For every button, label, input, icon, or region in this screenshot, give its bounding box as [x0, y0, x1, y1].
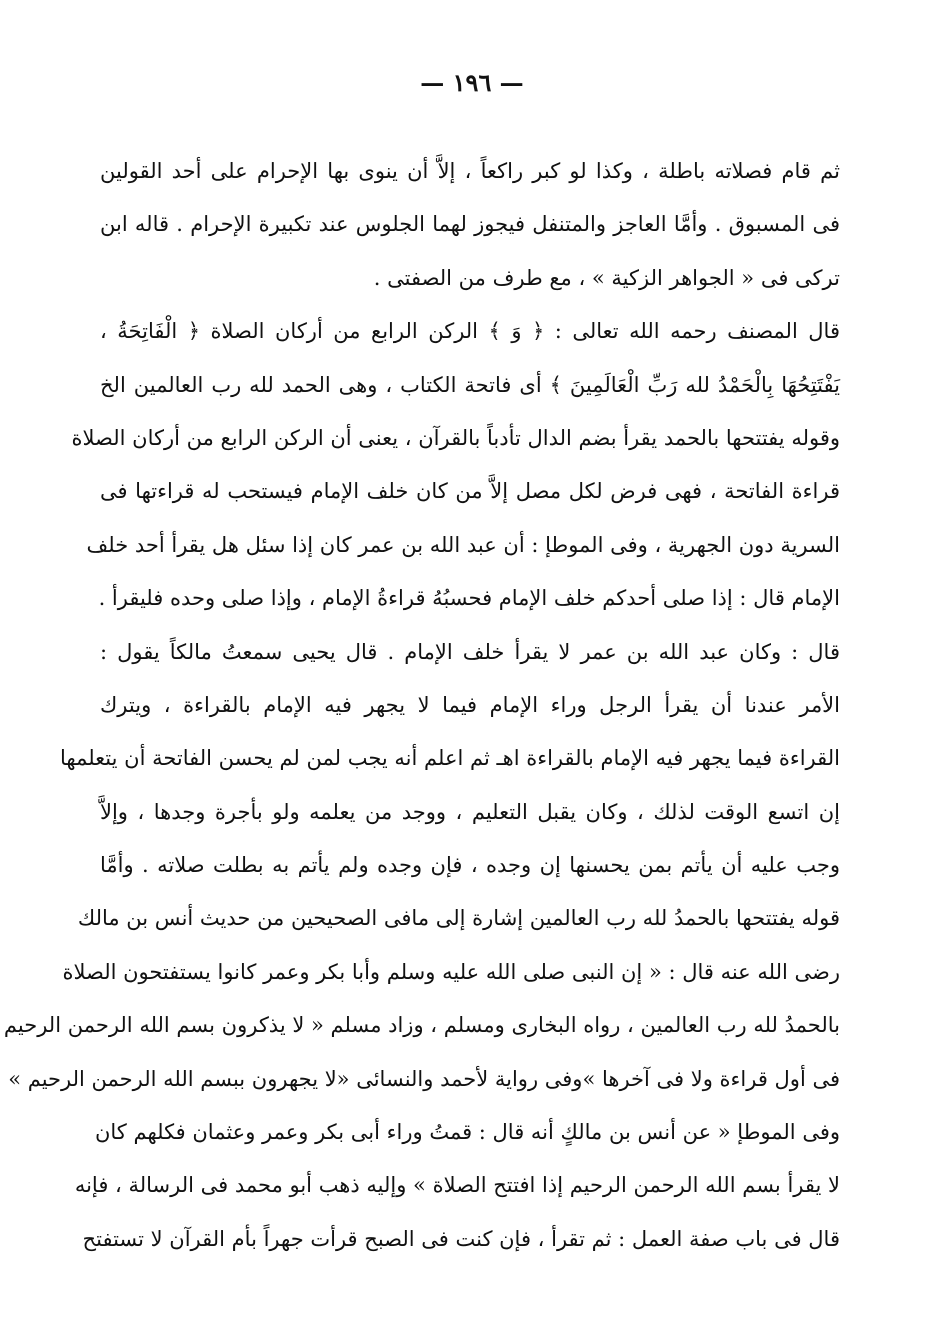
text-line: يَفْتَتِحُهَا بِالْحَمْدُ لله رَبِّ الْعَالَمِينَ ﴾ أى فاتحة الكتاب ، وهى الحمد لله رب العالمين الخ — [100, 372, 840, 397]
text-line: لا يقرأ بسم الله الرحمن الرحيم إذا افتتح الصلاة » وإليه ذهب أبو محمد فى الرسالة ، فإنه — [74, 1173, 840, 1198]
text-line: الأمر عندنا أن يقرأ الرجل وراء الإمام فيما لا يجهر فيه الإمام بالقراءة ، ويترك — [100, 692, 840, 717]
text-line: السرية دون الجهرية ، وفى الموطإ : أن عبد الله بن عمر كان إذا سئل هل يقرأ أحد خلف — [86, 532, 840, 557]
text-line: الإمام قال : إذا صلى أحدكم خلف الإمام فحسبُهُ قراءةُ الإمام ، وإذا صلى وحده فليقرأ . — [98, 586, 840, 611]
text-line: القراءة فيما يجهر فيه الإمام بالقراءة اهـ ثم اعلم أنه يجب لمن لم يحسن الفاتحة أن يتعلمها — [59, 746, 840, 771]
text-line: رضى الله عنه قال : « إن النبى صلى الله عليه وسلم وأبا بكر وعمر كانوا يستفتحون الصلاة — [62, 959, 840, 984]
text-line: وجب عليه أن يأتم بمن يحسنها إن وجده ، فإن وجده ولم يأتم به بطلت صلاته . وأمَّا — [100, 853, 840, 878]
text-line: إن اتسع الوقت لذلك ، وكان يقبل التعليم ، ووجد من يعلمه ولو بأجرة وجدها ، وإلاَّ — [100, 799, 840, 824]
text-line: وقوله يفتتحها بالحمد يقرأ بضم الدال تأدباً بالقرآن ، يعنى أن الركن الرابع من أركان الصلاة — [71, 425, 840, 450]
text-line: قال : وكان عبد الله بن عمر لا يقرأ خلف الإمام . قال يحيى سمعتُ مالكاً يقول : — [100, 639, 840, 664]
text-line: ثم قام فصلاته باطلة ، وكذا لو كبر راكعاً ، إلاَّ أن ينوى بها الإحرام على أحد القولين — [100, 159, 840, 183]
body-text — [3, 145, 840, 1266]
text-line: فى أول قراءة ولا فى آخرها »وفى رواية لأحمد والنسائى «لا يجهرون ببسم الله الرحمن الرحيم » — [8, 1066, 840, 1091]
text-line: قال المصنف رحمه الله تعالى : ﴿ وَ ﴾ الركن الرابع من أركان الصلاة ﴿ الْفَاتِحَةُ ، — [100, 319, 840, 344]
text-line: قال فى باب صفة العمل : ثم تقرأ ، فإن كنت فى الصبح قرأت جهراً بأم القرآن لا تستفتح — [82, 1226, 840, 1251]
text-line: وفى الموطإ « عن أنس بن مالكٍ أنه قال : قمتُ وراء أبى بكر وعمر وعثمان فكلهم كان — [94, 1120, 840, 1145]
page-number: — ١٩٦ — — [420, 68, 524, 97]
text-line: بالحمدُ لله رب العالمين ، رواه البخارى ومسلم ، وزاد مسلم « لا يذكرون بسم الله الرحمن الرحيم — [3, 1013, 840, 1038]
text-line: تركى فى « الجواهر الزكية » ، مع طرف من الصفتى . — [373, 265, 840, 290]
text-line: فى المسبوق . وأمَّا العاجز والمتنفل فيجوز لهما الجلوس عند تكبيرة الإحرام . قاله ابن — [100, 212, 840, 237]
text-line: قراءة الفاتحة ، فهى فرض لكل مصل إلاَّ من كان خلف الإمام فيستحب له قراءتها فى — [100, 479, 840, 504]
text-line: قوله يفتتحها بالحمدُ لله رب العالمين إشارة إلى مافى الصحيحين من حديث أنس بن مالك — [77, 906, 840, 931]
